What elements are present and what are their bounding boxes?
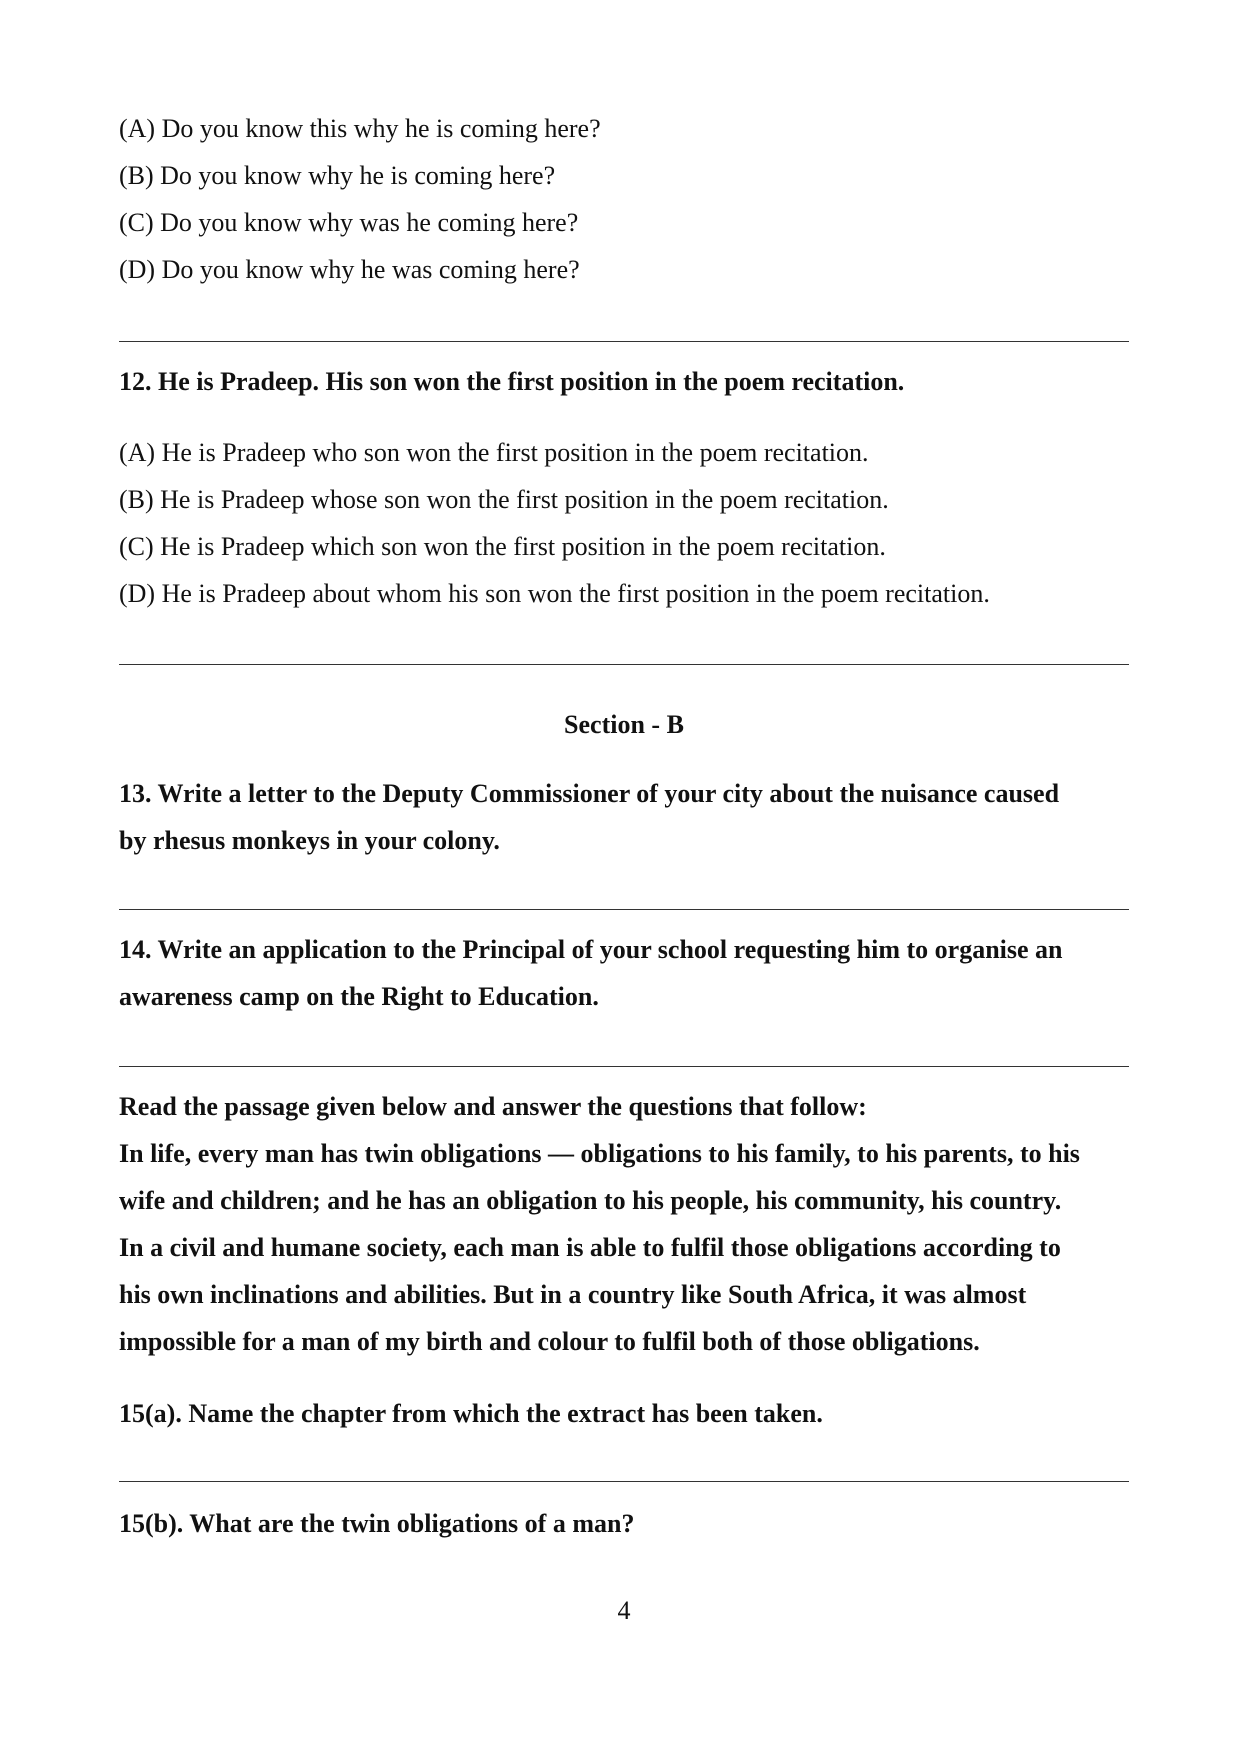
q12-option-b: (B) He is Pradeep whose son won the first position in the poem recitation. bbox=[119, 485, 889, 514]
q14-line-1: 14. Write an application to the Principal of your school requesting him to organise an bbox=[119, 935, 1063, 964]
divider bbox=[119, 664, 1129, 665]
passage-line: In life, every man has twin obligations — obligations to his family, to his parents, to his bbox=[119, 1139, 1080, 1168]
q12-option-c: (C) He is Pradeep which son won the first position in the poem recitation. bbox=[119, 532, 886, 561]
q13-line-2: by rhesus monkeys in your colony. bbox=[119, 826, 500, 855]
divider bbox=[119, 1481, 1129, 1482]
divider bbox=[119, 909, 1129, 910]
page-number: 4 bbox=[617, 1596, 631, 1625]
passage-line: his own inclinations and abilities. But in a country like South Africa, it was almost bbox=[119, 1280, 1027, 1309]
passage-line: wife and children; and he has an obligation to his people, his community, his country. bbox=[119, 1186, 1062, 1215]
q15a-question: 15(a). Name the chapter from which the extract has been taken. bbox=[119, 1399, 823, 1428]
q12-option-d: (D) He is Pradeep about whom his son won the first position in the poem recitation. bbox=[119, 579, 990, 608]
section-title: Section - B bbox=[564, 710, 684, 739]
divider bbox=[119, 341, 1129, 342]
divider bbox=[119, 1066, 1129, 1067]
q14-line-2: awareness camp on the Right to Education. bbox=[119, 982, 599, 1011]
passage-line: In a civil and humane society, each man is able to fulfil those obligations according to bbox=[119, 1233, 1061, 1262]
passage-instruction: Read the passage given below and answer the questions that follow: bbox=[119, 1092, 867, 1121]
q15b-question: 15(b). What are the twin obligations of a man? bbox=[119, 1509, 635, 1538]
passage-line: impossible for a man of my birth and colour to fulfil both of those obligations. bbox=[119, 1327, 980, 1356]
q12-question: 12. He is Pradeep. His son won the first position in the poem recitation. bbox=[119, 367, 905, 396]
q11-option-b: (B) Do you know why he is coming here? bbox=[119, 161, 556, 190]
q12-option-a: (A) He is Pradeep who son won the first position in the poem recitation. bbox=[119, 438, 869, 467]
q11-option-c: (C) Do you know why was he coming here? bbox=[119, 208, 579, 237]
q13-line-1: 13. Write a letter to the Deputy Commissioner of your city about the nuisance caused bbox=[119, 779, 1060, 808]
q11-option-a: (A) Do you know this why he is coming here? bbox=[119, 114, 601, 143]
q11-option-d: (D) Do you know why he was coming here? bbox=[119, 255, 580, 284]
